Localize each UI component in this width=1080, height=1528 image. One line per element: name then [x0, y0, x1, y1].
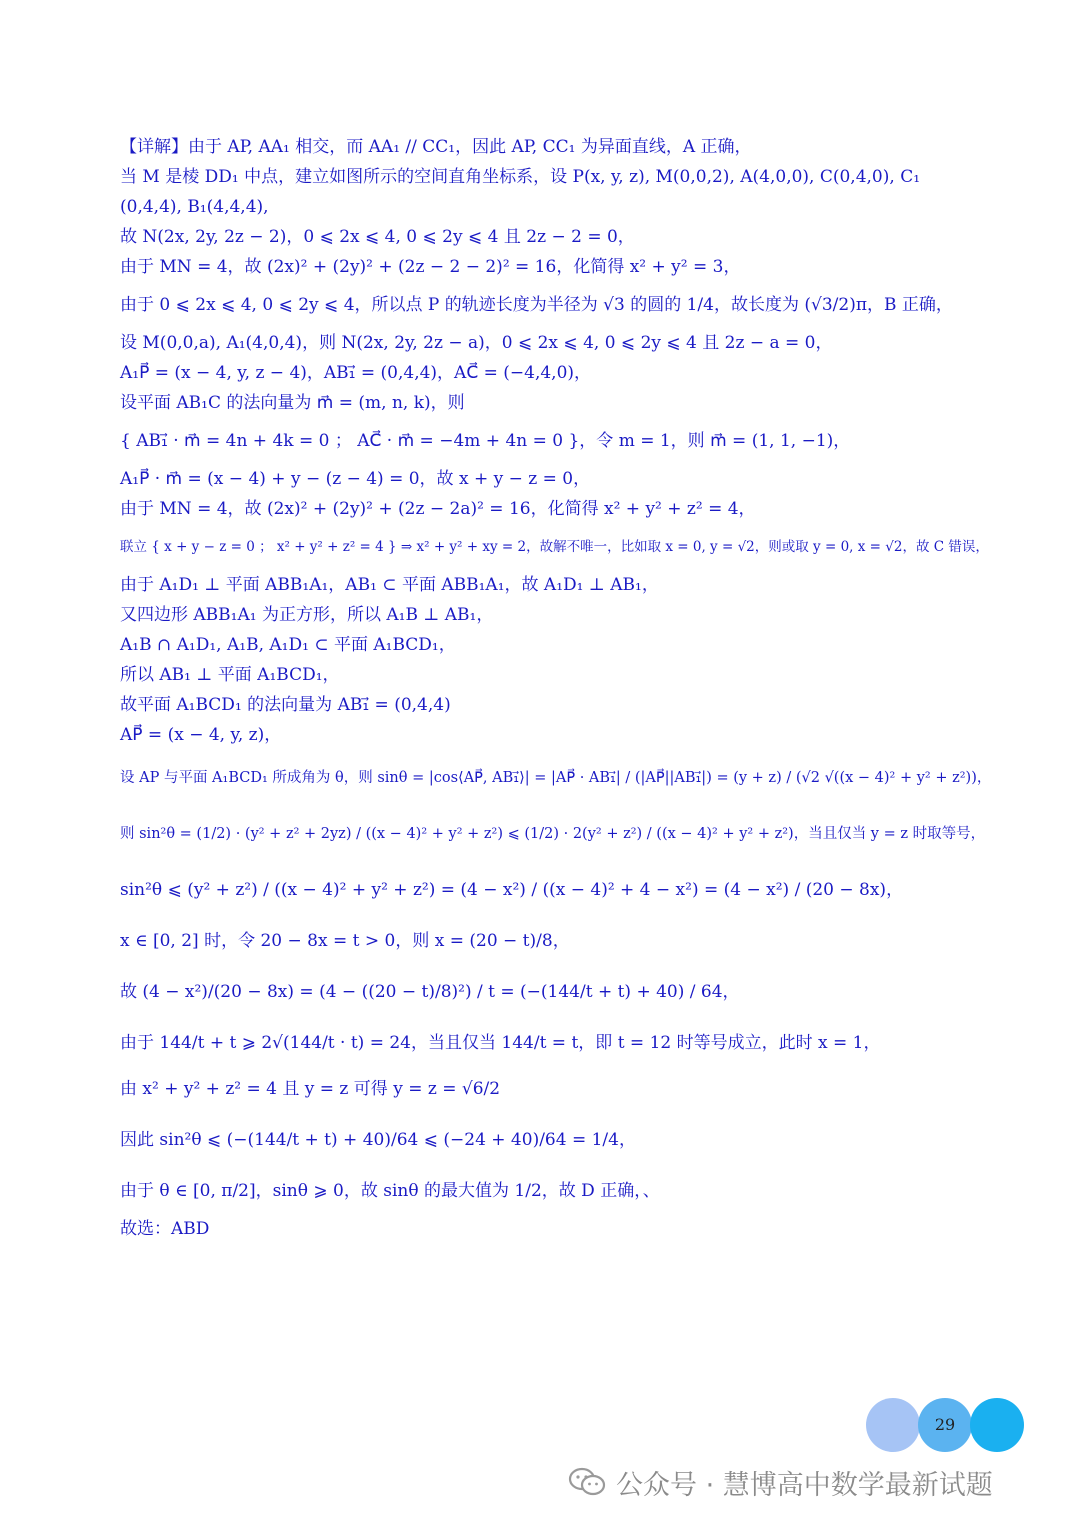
solution-line: 故 N(2x, 2y, 2z − 2)，0 ⩽ 2x ⩽ 4, 0 ⩽ 2y ⩽ 4 且 2z − 2 = 0，	[120, 227, 635, 247]
solution-line: 由 x² + y² + z² = 4 且 y = z 可得 y = z = √6/2	[120, 1079, 501, 1099]
solution-line: 所以 AB₁ ⊥ 平面 A₁BCD₁，	[120, 665, 340, 685]
solution-line: 由于 A₁D₁ ⊥ 平面 ABB₁A₁，AB₁ ⊂ 平面 ABB₁A₁，故 A₁D₁ ⊥ AB₁，	[120, 575, 659, 595]
solution-line: 又四边形 ABB₁A₁ 为正方形，所以 A₁B ⊥ AB₁，	[120, 605, 494, 625]
decor-circle	[970, 1398, 1024, 1452]
solution-body	[120, 132, 1000, 1244]
solution-line: A₁P⃗ = (x − 4, y, z − 4)，AB₁⃗ = (0,4,4)，AC⃗ = (−4,4,0)，	[120, 363, 592, 383]
watermark-text: 公众号 · 慧博高中数学最新试题	[616, 1469, 993, 1501]
solution-line: AP⃗ = (x − 4, y, z)，	[120, 725, 282, 745]
solution-line: 设 AP 与平面 A₁BCD₁ 所成角为 θ，则 sinθ = |cos⟨AP⃗, AB₁⃗⟩| = |AP⃗ · AB₁⃗| / (|AP⃗||AB₁⃗|) = (y + z) / (√2 √((x − 4)² + y² + z²))，	[120, 770, 992, 786]
solution-line: 因此 sin²θ ⩽ (−(144/t + t) + 40)/64 ⩽ (−24 + 40)/64 = 1/4，	[120, 1130, 636, 1150]
solution-line: sin²θ ⩽ (y² + z²) / ((x − 4)² + y² + z²) = (4 − x²) / ((x − 4)² + 4 − x²) = (4 − x²) / (20 − 8x)，	[120, 880, 904, 900]
solution-line: 故 (4 − x²)/(20 − 8x) = (4 − ((20 − t)/8)²) / t = (−(144/t + t) + 40) / 64，	[120, 982, 740, 1002]
solution-line: 由于 0 ⩽ 2x ⩽ 4, 0 ⩽ 2y ⩽ 4，所以点 P 的轨迹长度为半径为 √3 的圆的 1/4，故长度为 (√3/2)π，B 正确，	[120, 295, 953, 315]
solution-line: 由于 θ ∈ [0, π/2]，sinθ ⩾ 0，故 sinθ 的最大值为 1/2，故 D 正确，、	[120, 1181, 660, 1201]
solution-line: 设平面 AB₁C 的法向量为 m⃗ = (m, n, k)，则	[120, 393, 465, 413]
solution-line: (0,4,4), B₁(4,4,4),	[120, 197, 269, 217]
solution-line: 则 sin²θ = (1/2) · (y² + z² + 2yz) / ((x − 4)² + y² + z²) ⩽ (1/2) · 2(y² + z²) / ((x − 4)² + y² + z²)，当且仅当 y = z 时取等号，	[120, 826, 986, 842]
solution-line: 设 M(0,0,a), A₁(4,0,4)，则 N(2x, 2y, 2z − a)，0 ⩽ 2x ⩽ 4, 0 ⩽ 2y ⩽ 4 且 2z − a = 0，	[120, 333, 833, 353]
solution-line: 由于 144/t + t ⩾ 2√(144/t · t) = 24，当且仅当 144/t = t，即 t = 12 时等号成立，此时 x = 1，	[120, 1033, 881, 1053]
page-number-badge	[866, 1398, 1026, 1452]
solution-line: x ∈ [0, 2] 时，令 20 − 8x = t > 0，则 x = (20 − t)/8，	[120, 931, 570, 951]
solution-line: 由于 MN = 4，故 (2x)² + (2y)² + (2z − 2 − 2)² = 16，化简得 x² + y² = 3，	[120, 257, 741, 277]
solution-line: A₁P⃗ · m⃗ = (x − 4) + y − (z − 4) = 0，故 x + y − z = 0，	[120, 469, 591, 489]
solution-line: 由于 MN = 4，故 (2x)² + (2y)² + (2z − 2a)² = 16，化简得 x² + y² + z² = 4，	[120, 499, 756, 519]
solution-line: 故选：ABD	[120, 1219, 210, 1239]
solution-line: 【详解】由于 AP, AA₁ 相交，而 AA₁ // CC₁，因此 AP, CC₁ 为异面直线，A 正确，	[120, 137, 752, 157]
solution-line: 故平面 A₁BCD₁ 的法向量为 AB₁⃗ = (0,4,4)	[120, 695, 451, 715]
solution-line: 联立 { x + y − z = 0 ； x² + y² + z² = 4 } ⇒ x² + y² + xy = 2，故解不唯一，比如取 x = 0, y = √2，则或取 y = 0, x = √2，故 C 错误，	[120, 539, 989, 555]
wechat-icon	[568, 1467, 606, 1497]
solution-line: { AB₁⃗ · m⃗ = 4n + 4k = 0 ； AC⃗ · m⃗ = −4m + 4n = 0 }，令 m = 1，则 m⃗ = (1, 1, −1)，	[120, 431, 851, 451]
solution-line: 当 M 是棱 DD₁ 中点，建立如图所示的空间直角坐标系，设 P(x, y, z), M(0,0,2), A(4,0,0), C(0,4,0), C₁	[120, 167, 921, 187]
decor-circle	[866, 1398, 920, 1452]
page-number: 29	[934, 1415, 956, 1434]
watermark	[568, 1462, 993, 1502]
solution-line: A₁B ∩ A₁D₁, A₁B, A₁D₁ ⊂ 平面 A₁BCD₁，	[120, 635, 456, 655]
